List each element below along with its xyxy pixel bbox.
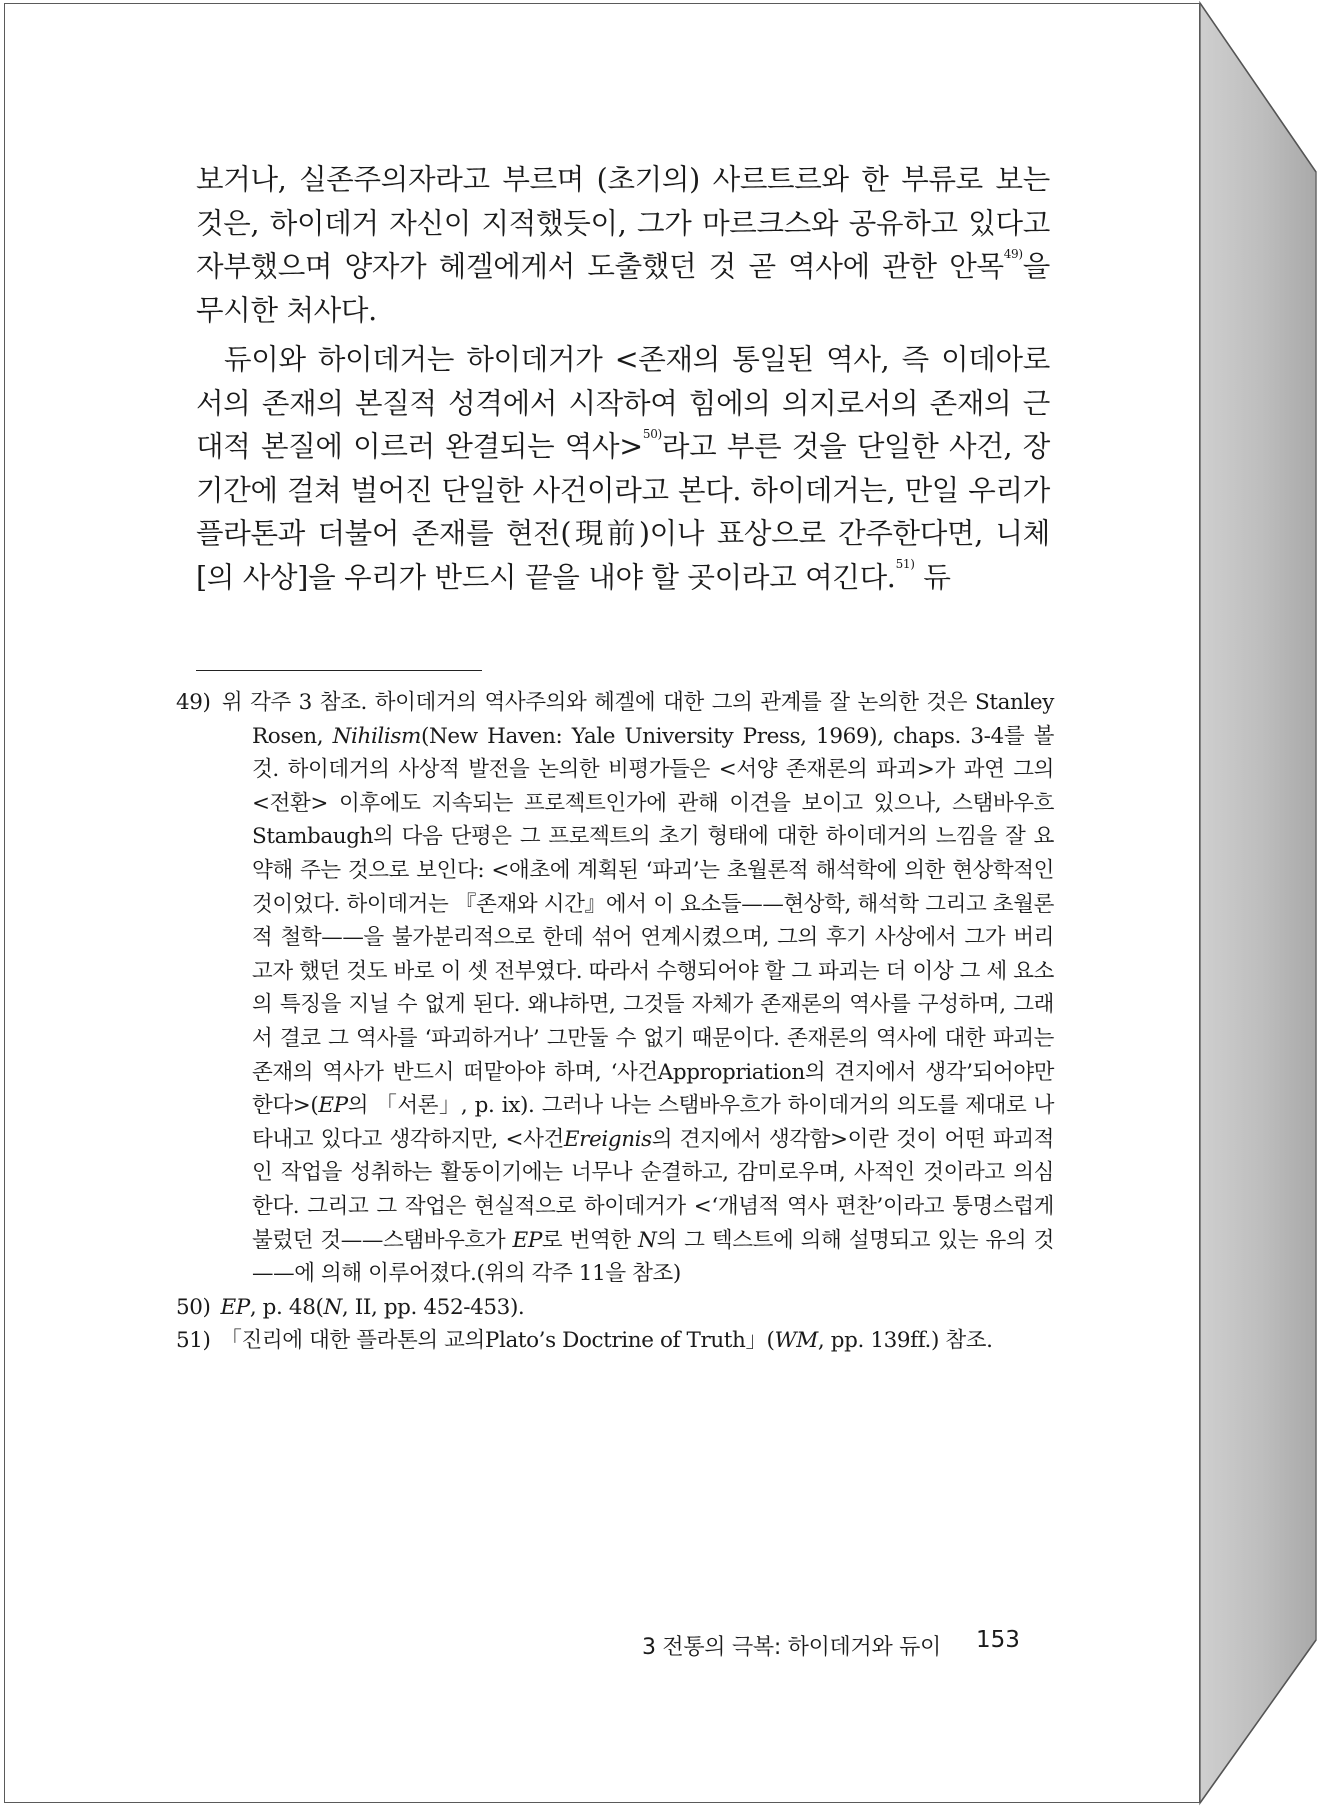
footnote-49-text-3: 의 「서론」, p. ix). 그러나 나는 스탬바우흐가 하이데거의 의도를 제대로 나타내고 있다고 생각하지만, <사건 xyxy=(252,1093,1054,1152)
footnote-separator xyxy=(196,670,482,671)
footnote-49-text-4: 의 견지에서 생각함>이란 것이 어떤 파괴적인 작업을 성취하는 활동이기에는 너무나 순결하고, 감미로우며, 사적인 것이라고 의심한다. 그리고 그 작업은 현실적으로 하이데거가 <‘개념적 역사 편찬’이라고 퉁명스럽게 불렀던 것——스탬바우흐가 xyxy=(252,1126,1054,1253)
footnote-49-text-6: 의 그 텍스트에 의해 설명되고 있는 유의 것——에 의해 이루어졌다.(위의 각주 11을 참조) xyxy=(252,1227,1054,1287)
paragraph-2-text-b: 라고 부른 것을 단일한 사건, 장기간에 걸쳐 벌어진 단일한 사건이라고 본다. 하이데거는, 만일 우리가 플라톤과 더불어 존재를 현전(現前)이나 표상으로 간주한다면, 니체[의 사상]을 우리가 반드시 끝을 내야 할 곳이라고 여긴다. xyxy=(196,430,1050,594)
page-number: 153 xyxy=(976,1627,1020,1653)
paragraph-1-text: 보거나, 실존주의자라고 부르며 (초기의) 사르트르와 한 부류로 보는 것은, 하이데거 자신이 지적했듯이, 그가 마르크스와 공유하고 있다고 자부했으며 양자가 헤겔에게서 도출했던 것 곧 역사에 관한 안목 xyxy=(196,163,1050,283)
footnote-51-italic-1: WM xyxy=(774,1328,818,1354)
footnote-49 xyxy=(214,686,1054,1291)
footnote-49-italic-5: N xyxy=(638,1227,657,1253)
paragraph-1-end: 을 무시한 처사다. xyxy=(196,250,1050,327)
paragraph-1 xyxy=(196,158,1050,332)
footnotes xyxy=(214,686,1054,1358)
footnote-49-text-5: 로 번역한 xyxy=(541,1227,639,1253)
footnote-49-italic-3: Ereignis xyxy=(563,1126,652,1152)
paragraph-2-text-c: 듀 xyxy=(914,560,951,594)
footnote-50-text-3: , II, pp. 452-453). xyxy=(341,1294,525,1320)
main-body-text xyxy=(196,158,1050,599)
footnote-50-italic-1: EP xyxy=(220,1294,250,1320)
paragraph-2 xyxy=(196,338,1050,599)
footnote-51-text-2: , pp. 139ff.) 참조. xyxy=(817,1328,993,1354)
footnote-50 xyxy=(214,1291,1054,1325)
book-edge-right xyxy=(1200,3,1316,1803)
footnote-ref-50[interactable]: 50) xyxy=(642,426,662,441)
footnote-49-italic-1: Nihilism xyxy=(332,723,421,749)
footnote-ref-51[interactable]: 51) xyxy=(895,557,915,571)
footnote-51 xyxy=(214,1324,1054,1358)
footnote-49-text-1: 위 각주 3 참조. 하이데거의 역사주의와 헤겔에 대한 그의 관계를 잘 논의한 것은 Stanley Rosen, xyxy=(214,690,1054,749)
paragraph-2-text-a: 듀이와 하이데거는 하이데거가 <존재의 통일된 역사, 즉 이데아로서의 존재의 본질적 성격에서 시작하여 힘에의 의지로서의 존재의 근대적 본질에 이르러 완결되는 역사> xyxy=(196,343,1050,463)
footnote-49-italic-4: EP xyxy=(512,1227,542,1253)
running-head: 3 전통의 극복: 하이데거와 듀이 xyxy=(642,1635,942,1660)
footnote-49-text-2: (New Haven: Yale University Press, 1969), chaps. 3-4를 볼 것. 하이데거의 사상적 발전을 논의한 비평가들은 <서양 존재론의 파괴>가 과연 그의 <전환> 이후에도 지속되는 프로젝트인가에 관해 이견을 보이고 있으나, 스탬바우흐Stambaugh의 다음 단평은 그 프로젝트의 초기 형태에 대한 하이데거의 느낌을 잘 요약해 주는 것으로 보인다: <애초에 계획된 ‘파괴’는 초월론적 해석학에 의한 현상학적인 것이었다. 하이데거는 『존재와 시간』에서 이 요소들——현상학, 해석학 그리고 초월론적 철학——을 불가분리적으로 한데 섞어 연계시켰으며, 그의 후기 사상에서 그가 버리고자 했던 것도 바로 이 셋 전부였다. 따라서 수행되어야 할 그 파괴는 더 이상 그 세 요소의 특징을 지닐 수 없게 된다. 왜냐하면, 그것들 자체가 존재론의 역사를 구성하며, 그래서 결코 그 역사를 ‘파괴하거나’ 그만둘 수 없기 때문이다. 존재론의 역사에 대한 파괴는 존재의 역사가 반드시 떠맡아야 하며, ‘사건Appropriation의 견지에서 생각’되어야만 한다>( xyxy=(252,723,1054,1119)
footnote-ref-49[interactable]: 49) xyxy=(1003,246,1023,261)
footnote-50-text-2: , p. 48( xyxy=(249,1294,324,1320)
footnote-50-italic-2: N xyxy=(323,1294,342,1320)
footnote-51-text-1: 「진리에 대한 플라톤의 교의Plato’s Doctrine of Truth」( xyxy=(214,1328,775,1354)
footnote-49-italic-2: EP xyxy=(318,1093,348,1119)
